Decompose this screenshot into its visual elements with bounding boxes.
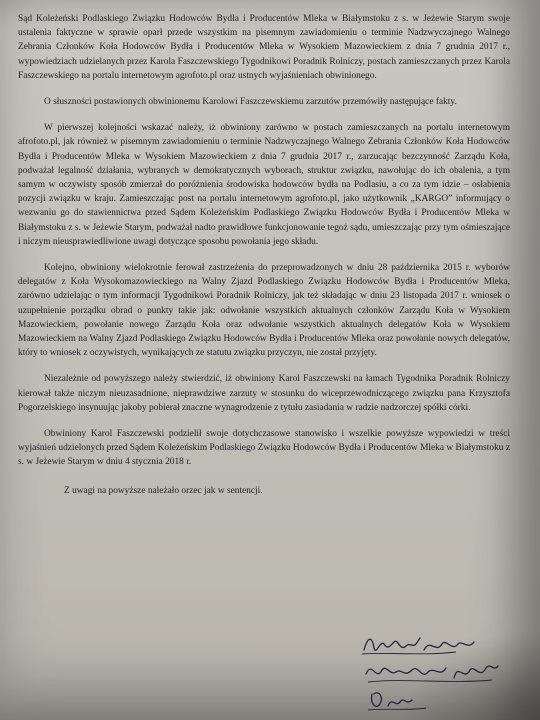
paragraph-intro: Sąd Koleżeński Podlaskiego Związku Hodowców Bydła i Producentów Mleka w Białymstoku z s. w Jeżewie Starym swoje ustalenia faktyczne w sprawie oparł przede wszystkim na pisemnym zawiadomieniu o terminie Nadzwyczajnego Walnego Zebrania Członków Koła Hodowców Bydła i Producentów Mleka w Wysokiem Mazowieckiem z dnia 7 grudnia 2017 r., wypowiedziach udzielanych przez Karola Faszczewskiego Tygodnikowi Poradnik Rolniczy, postach zamieszczanych przez Karola Faszczewskiego na portalu internetowym agrofoto.pl oraz ustnych wyjaśnieniach obwinionego. — [18, 14, 510, 81]
paragraph-explanations: Obwiniony Karol Faszczewski podzielił swoje dotychczasowe stanowisko i wszelkie powyższe wypowiedzi w treści wyjaśnień udzielonych przed Sądem Koleżeńskim Podlaskiego Związku Hodowców Bydła i Producentów Mleka w Białymstoku z s. w Jeżewie Starym w dniu 4 stycznia 2018 r. — [18, 429, 510, 468]
paragraph-facts-lead: O słuszności postawionych obwinionemu Karolowi Faszczewskiemu zarzutów przemówiły następujące fakty. — [44, 97, 457, 108]
signature-3 — [366, 686, 436, 714]
paragraph-first-charge: W pierwszej kolejności wskazać należy, iż obwiniony zarówno w postach zamieszczanych na portalu internetowym afrofoto.pl, jak również w pisemnym zawiadomieniu o terminie Nadzwyczajnego Walnego Zebrania Członków Koła Hodowców Bydła i Producentów Mleka w Wysokiem Mazowieckiem z dnia 7 grudnia 2017 r., zarzucając bezczynność Zarządu Koła, podważał legalność działania, wybranych w demokratycznych wyborach, struktur związku, nawołując do ich obalenia, a tym samym w oczywisty sposób zmierzał do poróżnienia środowiska hodowców bydła na Podlasiu, a co za tym idzie – osłabienia pozycji związku w kraju. Zamieszczając post na portalu internetowym agrofoto.pl, jako użytkownik „KARGO” informujący o wezwaniu go do stawiennictwa przed Sądem Koleżeńskim Podlaskiego Związku Hodowców Bydła i Producentów Mleka w Białymstoku z s. w Jeżewie Starym, podważał nadto prawidłowe funkcjonowanie tegoż sądu, umieszczając przy tym ośmieszające i niczym nieusprawiedliwione uwagi dotyczące sposobu powołania jego składu. — [18, 123, 510, 247]
document-body — [18, 12, 510, 498]
closing-sentence: Z uwagi na powyższe należało orzec jak w sentencji. — [64, 485, 263, 496]
paragraph-third-charge: Niezależnie od powyższego należy stwierdzić, iż obwiniony Karol Faszczewski na łamach Tygodnika Poradnik Rolniczy kierował także niczym nieuzasadnione, nieprawdziwe zarzuty w stosunku do wiceprzewodniczącego związku pana Krzysztofa Pogorzelskiego insynuując jakoby pobierał znaczne wynagrodzenie z tytułu zasiadania w radzie nadzorczej spółki córki. — [18, 374, 510, 413]
signature-2 — [362, 656, 502, 688]
paragraph-second-charge: Kolejno, obwiniony wielokrotnie ferował zastrzeżenia do przeprowadzonych w dniu 28 października 2015 r. wyborów delegatów z Koła Wysokomazowieckiego na Walny Zjazd Podlaskiego Związku Hodowców Bydła i Producentów Mleka, zarówno udzielając o tym informacji Tygodnikowi Poradnik Rolniczy, jak też składając w dniu 23 listopada 2017 r. wniosek o uzupełnienie porządku obrad o punkty takie jak: odwołanie wszystkich aktualnych członków Zarządu Koła w Wysokiem Mazowieckiem, powołanie nowego Zarządu Koła oraz odwołanie wszystkich aktualnych delegatów Koła w Wysokiem Mazowieckiem na Walny Zjazd Podlaskiego Związku Hodowców Bydła i Producentów Mleka oraz powołanie nowych delegatów, który to wniosek z oczywistych, wynikających ze statutu związku przyczyn, nie został przyjęty. — [18, 263, 510, 359]
